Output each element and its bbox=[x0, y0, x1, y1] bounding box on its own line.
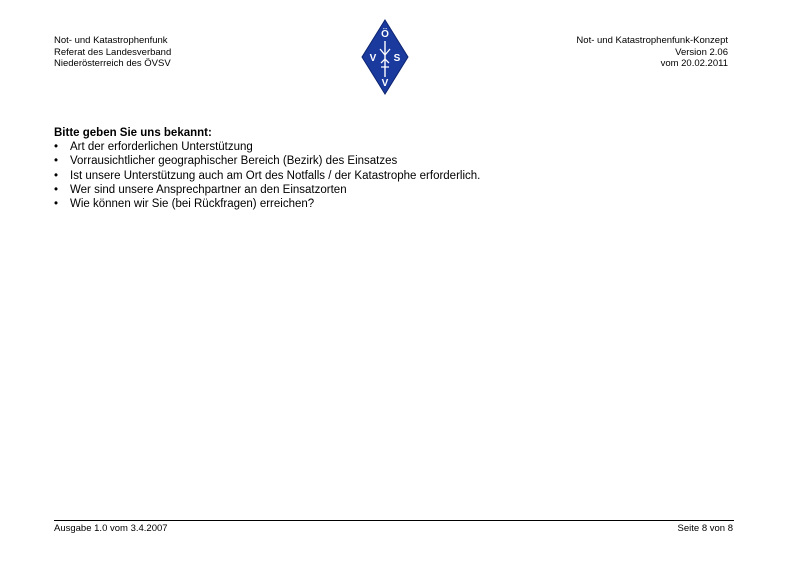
list-item-text: Wie können wir Sie (bei Rückfragen) erreichen? bbox=[70, 198, 315, 211]
footer-divider bbox=[54, 520, 734, 521]
header-right-block bbox=[576, 35, 728, 70]
bullet-icon: • bbox=[54, 169, 59, 182]
bullet-icon: • bbox=[54, 183, 59, 196]
logo-letter-top: Ö bbox=[381, 29, 389, 40]
list-item-text: Wer sind unsere Ansprechpartner an den Einsatzorten bbox=[70, 183, 347, 196]
list-item bbox=[54, 154, 734, 168]
header-org-line-3: Niederösterreich des ÖVSV bbox=[54, 58, 171, 69]
header-left-block bbox=[54, 35, 171, 70]
logo-letter-bottom: V bbox=[381, 78, 389, 89]
oevsv-logo-icon bbox=[360, 19, 410, 95]
list-item-text: Vorrausichtlicher geographischer Bereich (Bezirk) des Einsatzes bbox=[70, 155, 398, 168]
logo-letter-right: S bbox=[393, 53, 401, 64]
header-doc-version: Version 2.06 bbox=[675, 46, 728, 58]
list-item-text: Art der erforderlichen Unterstützung bbox=[70, 141, 253, 153]
header-org-line-1: Not- und Katastrophenfunk bbox=[54, 35, 168, 46]
content-heading: Bitte geben Sie uns bekannt: bbox=[54, 127, 212, 139]
header-doc-date: vom 20.02.2011 bbox=[660, 58, 728, 69]
bullet-icon: • bbox=[54, 141, 59, 153]
list-item-text: Ist unsere Unterstützung auch am Ort des Notfalls / der Katastrophe erforderlich. bbox=[70, 169, 481, 182]
logo-letter-left: V bbox=[369, 53, 377, 64]
main-content bbox=[54, 126, 734, 211]
header-org-line-2: Referat des Landesverband bbox=[54, 46, 172, 58]
footer-edition: Ausgabe 1.0 vom 3.4.2007 bbox=[54, 523, 168, 534]
bullet-icon: • bbox=[54, 198, 59, 211]
list-item bbox=[54, 140, 734, 154]
bullet-icon: • bbox=[54, 155, 59, 168]
info-request-list bbox=[54, 140, 734, 211]
header-doc-title: Not- und Katastrophenfunk-Konzept bbox=[576, 35, 728, 46]
list-item bbox=[54, 183, 734, 197]
list-item bbox=[54, 197, 734, 211]
footer-page-number: Seite 8 von 8 bbox=[677, 523, 733, 534]
list-item bbox=[54, 169, 734, 183]
